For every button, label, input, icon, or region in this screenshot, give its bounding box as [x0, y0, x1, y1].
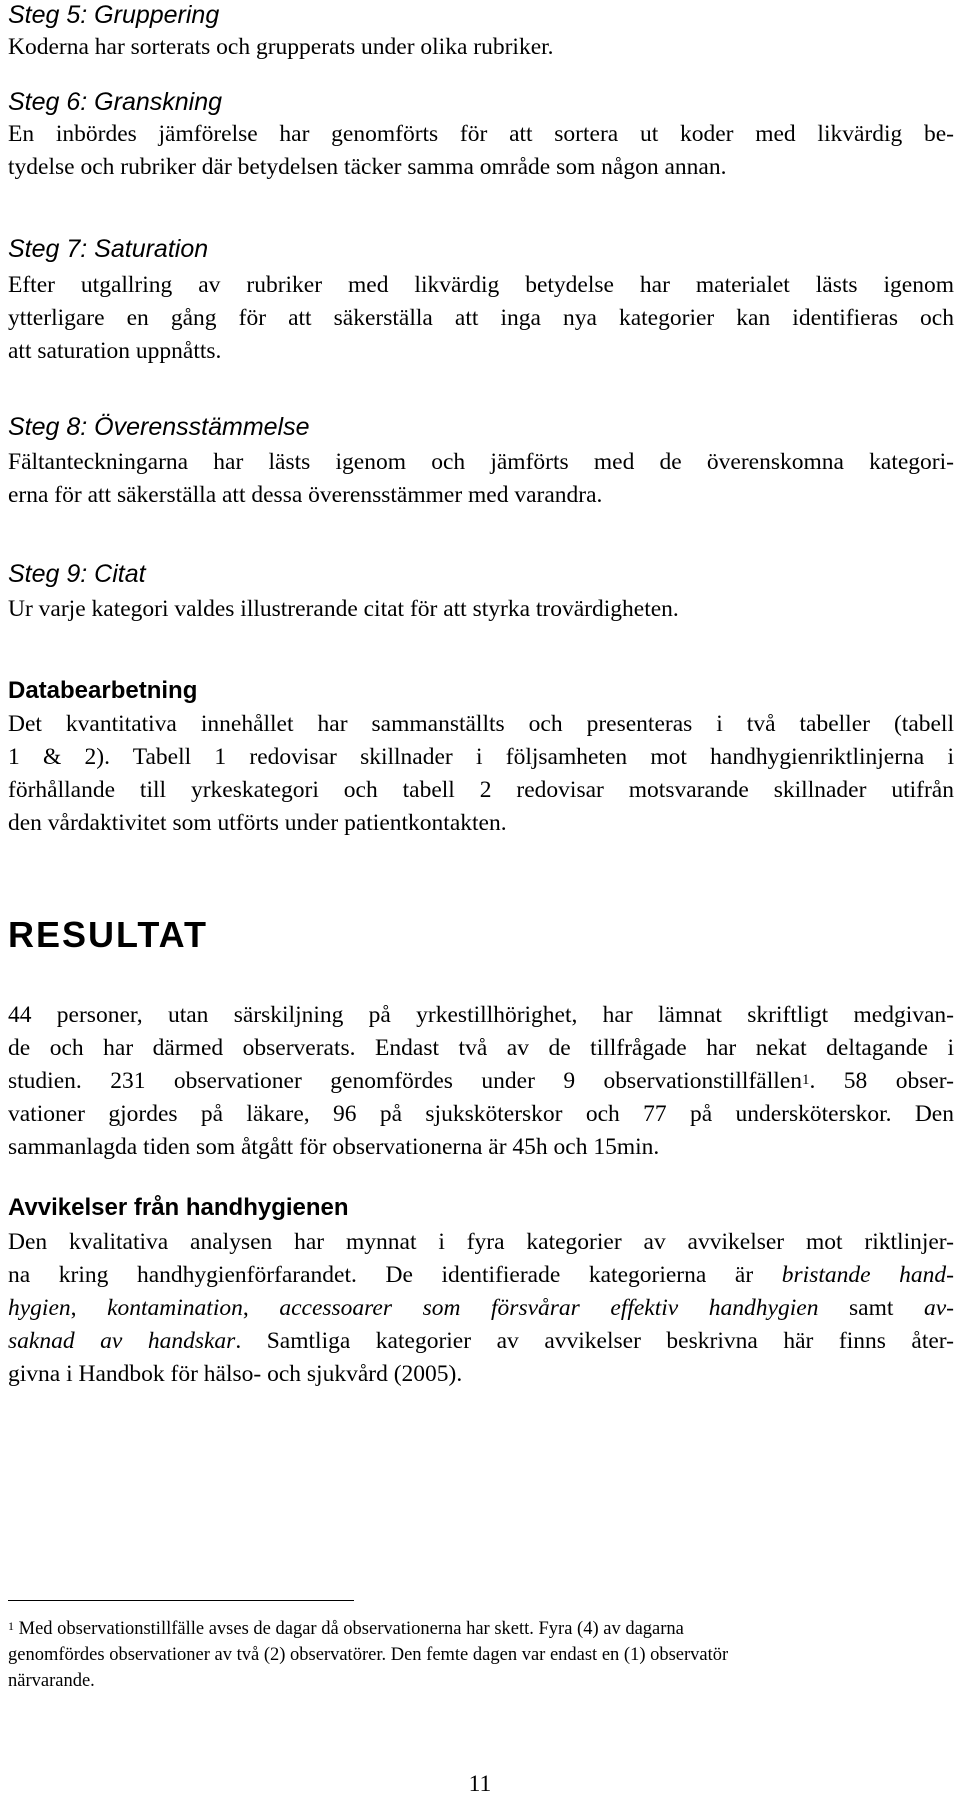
- footnote-line: genomfördes observationer av två (2) observatörer. Den femte dagen var endast en (1) observatör: [8, 1645, 729, 1665]
- category-term: accessoarer som försvårar effektiv handhygien: [279, 1295, 819, 1321]
- text-run: . Samtliga kategorier av avvikelser beskrivna här finns åter-: [235, 1328, 954, 1354]
- text-line: En inbördes jämförelse har genomförts för att sortera ut koder med likvärdig be-: [8, 121, 954, 147]
- text-line: [8, 1292, 954, 1325]
- heading-databearbetning: Databearbetning: [8, 677, 198, 704]
- text-line: givna i Handbok för hälso- och sjukvård (2005).: [8, 1361, 463, 1387]
- text-line: förhållande till yrkeskategori och tabell 2 redovisar motsvarande skillnader utifrån: [8, 777, 954, 803]
- text-line: vationer gjordes på läkare, 96 på sjuksköterskor och 77 på undersköterskor. Den: [8, 1101, 954, 1127]
- text-line: att saturation uppnåtts.: [8, 338, 222, 364]
- category-term: bristande hand-: [781, 1262, 954, 1288]
- category-term: av-: [924, 1295, 954, 1321]
- footnote-reference: 1: [801, 1072, 810, 1088]
- text-line: Ur varje kategori valdes illustrerande citat för att styrka trovärdigheten.: [8, 596, 679, 622]
- text-line: erna för att säkerställa att dessa överensstämmer med varandra.: [8, 482, 603, 508]
- text-run: samt: [818, 1295, 924, 1321]
- footnote-marker: 1: [8, 1619, 14, 1633]
- paragraph-steg-5: [8, 31, 954, 64]
- paragraph-resultat: [8, 999, 954, 1164]
- category-term: hygien: [8, 1295, 71, 1321]
- text-line: de och har därmed observerats. Endast två av de tillfrågade har nekat deltagande i: [8, 1035, 954, 1061]
- heading-steg-5: Steg 5: Gruppering: [8, 1, 220, 29]
- footnote-line: [8, 1616, 954, 1642]
- text-run: studien. 231 observationer genomfördes under 9 observationstillfällen: [8, 1068, 802, 1094]
- text-line: [8, 1259, 954, 1292]
- page-number: 11: [468, 1771, 492, 1797]
- heading-resultat: RESULTAT: [8, 914, 208, 955]
- text-line: ytterligare en gång för att säkerställa att inga nya kategorier kan identifieras och: [8, 305, 954, 331]
- text-run: . 58 obser-: [809, 1068, 954, 1094]
- text-line: Efter utgallring av rubriker med likvärdig betydelse har materialet lästs igenom: [8, 272, 954, 298]
- paragraph-steg-8: [8, 446, 954, 512]
- text-line: 1 & 2). Tabell 1 redovisar skillnader i följsamheten mot handhygienriktlinjerna i: [8, 744, 954, 770]
- footnote: [8, 1616, 954, 1694]
- text-line: [8, 1065, 954, 1098]
- text-line: tydelse och rubriker där betydelsen täcker samma område som någon annan.: [8, 154, 727, 180]
- heading-steg-9: Steg 9: Citat: [8, 560, 146, 588]
- heading-steg-6: Steg 6: Granskning: [8, 88, 223, 116]
- text-line: sammanlagda tiden som åtgått för observationerna är 45h och 15min.: [8, 1134, 660, 1160]
- paragraph-avvikelser: [8, 1226, 954, 1391]
- text-line: Det kvantitativa innehållet har sammanställts och presenteras i två tabeller (tabell: [8, 711, 954, 737]
- category-term: kontamination: [107, 1295, 243, 1321]
- paragraph-steg-7: [8, 269, 954, 368]
- text-run: na kring handhygienförfarandet. De identifierade kategorierna är: [8, 1262, 782, 1288]
- text-run: ,: [242, 1295, 280, 1321]
- paragraph-databearbetning: [8, 708, 954, 840]
- heading-avvikelser: Avvikelser från handhygienen: [8, 1194, 349, 1221]
- text-line: den vårdaktivitet som utförts under patientkontakten.: [8, 810, 507, 836]
- text-line: Den kvalitativa analysen har mynnat i fyra kategorier av avvikelser mot riktlinjer-: [8, 1229, 954, 1255]
- paragraph-steg-9: [8, 593, 954, 626]
- heading-steg-8: Steg 8: Överensstämmelse: [8, 413, 310, 441]
- text-run: Med observationstillfälle avses de dagar då observationerna har skett. Fyra (4) av dagarna: [14, 1619, 684, 1639]
- text-line: 44 personer, utan särskiljning på yrkestillhörighet, har lämnat skriftligt medgivan-: [8, 1002, 954, 1028]
- footnote-line: närvarande.: [8, 1671, 95, 1691]
- category-term: saknad av handskar: [8, 1328, 236, 1354]
- paragraph-steg-6: [8, 118, 954, 184]
- footnote-divider: [8, 1600, 354, 1601]
- heading-steg-7: Steg 7: Saturation: [8, 235, 209, 263]
- text-line: [8, 1325, 954, 1358]
- text-line: Koderna har sorterats och grupperats under olika rubriker.: [8, 34, 554, 60]
- text-run: ,: [70, 1295, 108, 1321]
- text-line: Fältanteckningarna har lästs igenom och jämförts med de överenskomna kategori-: [8, 449, 954, 475]
